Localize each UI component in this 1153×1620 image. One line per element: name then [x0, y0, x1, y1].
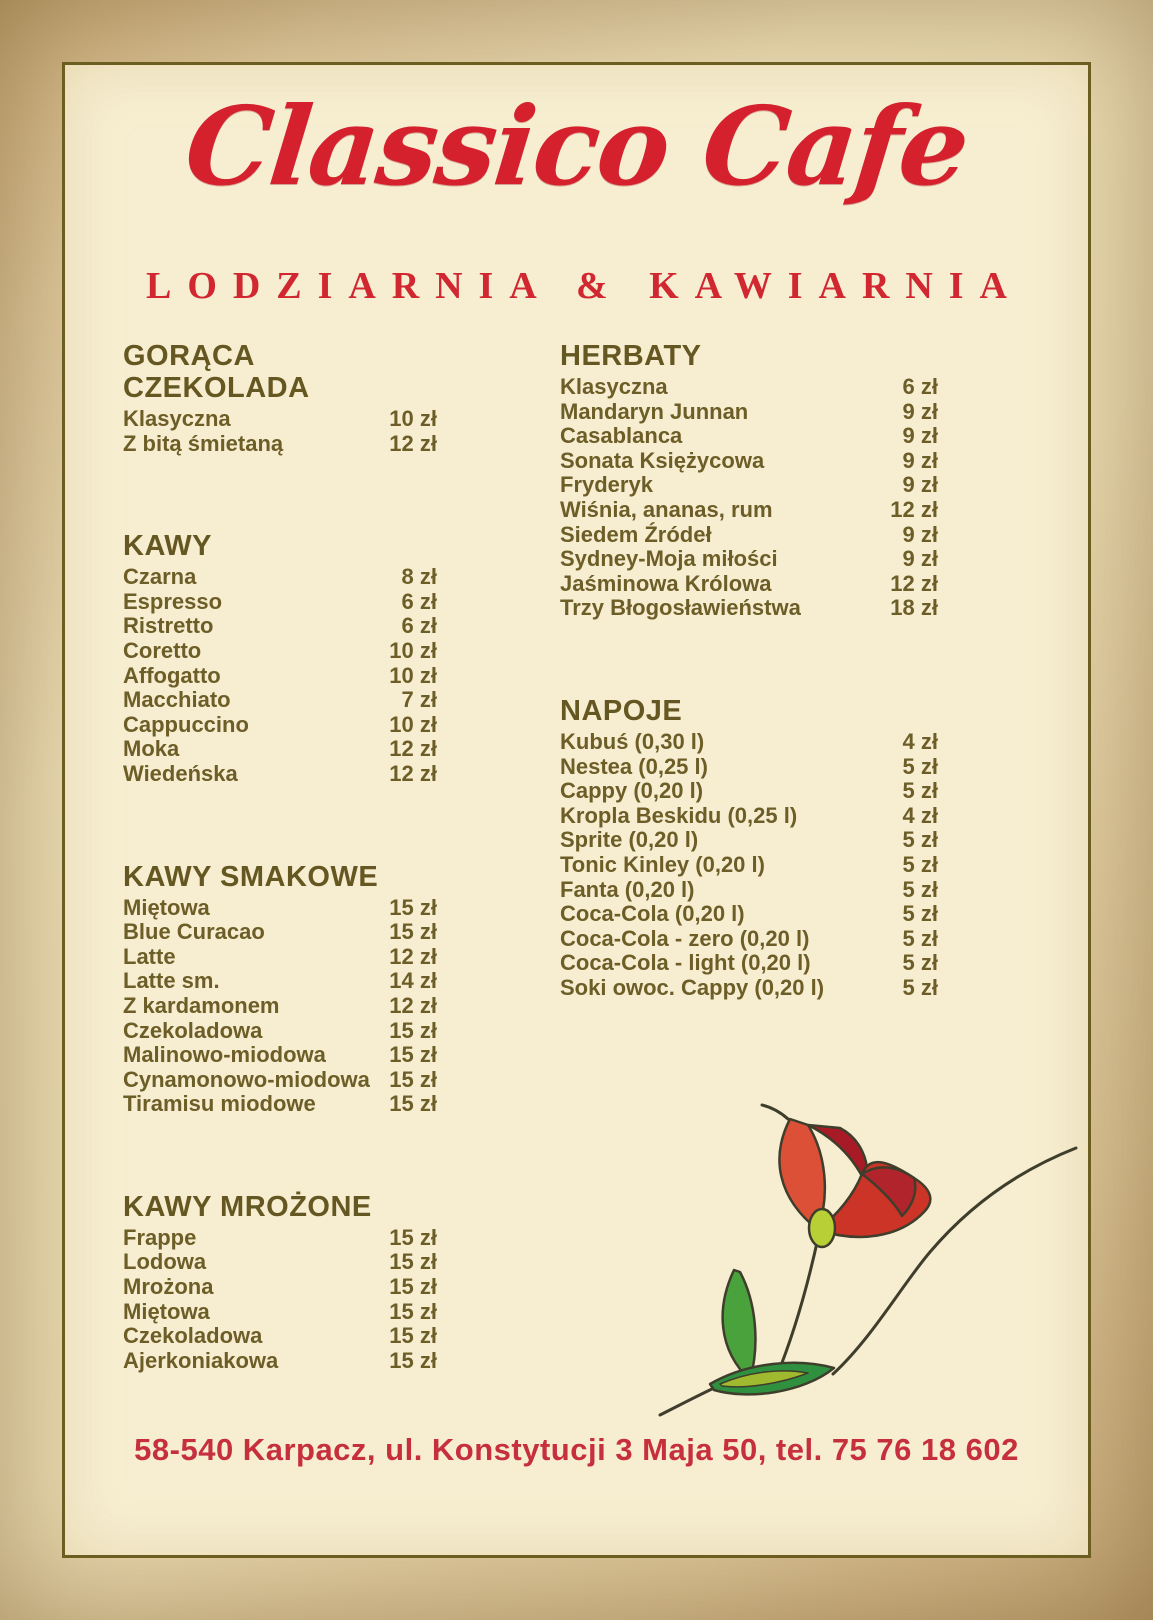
item-price: 6 zł: [902, 374, 938, 399]
item-price: 10 zł: [389, 711, 437, 737]
item-name: Wiśnia, ananas, rum: [560, 496, 773, 522]
item-price: 5 zł: [902, 851, 938, 877]
item-price: 8 zł: [401, 564, 437, 590]
item-name: Kubuś (0,30 l): [560, 728, 705, 754]
item-price: 18 zł: [890, 595, 938, 621]
item-name: Coca-Cola - light (0,20 l): [560, 950, 811, 976]
menu-section: [560, 340, 938, 621]
item-name: Casablanca: [560, 423, 683, 449]
cafe-subtitle: LODZIARNIA & KAWIARNIA: [146, 265, 1023, 307]
item-price: 15 zł: [389, 1224, 437, 1250]
section-heading: KAWY: [123, 530, 212, 563]
item-name: Lodowa: [123, 1249, 207, 1275]
menu-item-row: [560, 927, 938, 952]
item-name: Miętowa: [123, 1298, 210, 1324]
menu-item-row: [560, 572, 938, 597]
item-name: Sprite (0,20 l): [560, 827, 699, 853]
menu-item-row: [560, 853, 938, 878]
item-price: 12 zł: [389, 943, 437, 969]
item-name: Z kardamonem: [123, 992, 280, 1018]
section-heading: GORĄCA CZEKOLADA: [123, 340, 310, 404]
menu-item-row: [560, 828, 938, 853]
section-heading: KAWY SMAKOWE: [123, 860, 379, 893]
menu-item-row: [560, 951, 938, 976]
menu-item-row: [560, 375, 938, 400]
menu-item-row: [123, 432, 437, 457]
menu-item-row: [560, 779, 938, 804]
menu-section: [560, 695, 938, 1001]
item-price: 15 zł: [389, 919, 437, 945]
item-price: 15 zł: [389, 1323, 437, 1349]
menu-item-row: [123, 664, 437, 689]
item-name: Wiedeńska: [123, 760, 238, 786]
menu-item-row: [123, 762, 437, 787]
menu-item-row: [123, 994, 437, 1019]
item-name: Coca-Cola - zero (0,20 l): [560, 925, 810, 951]
menu-item-row: [560, 424, 938, 449]
item-name: Ajerkoniakowa: [123, 1347, 279, 1373]
item-price: 9 zł: [902, 398, 938, 424]
menu-item-row: [560, 498, 938, 523]
menu-item-row: [123, 1068, 437, 1093]
item-name: Soki owoc. Cappy (0,20 l): [560, 974, 825, 1000]
item-price: 12 zł: [389, 736, 437, 762]
menu-item-row: [123, 896, 437, 921]
item-price: 5 zł: [902, 950, 938, 976]
item-price: 12 zł: [389, 760, 437, 786]
item-name: Kropla Beskidu (0,25 l): [560, 802, 798, 828]
section-heading: HERBATY: [560, 340, 702, 372]
item-name: Ristretto: [123, 613, 214, 639]
menu-item-row: [560, 976, 938, 1001]
item-name: Mrożona: [123, 1274, 214, 1300]
item-name: Frappe: [123, 1224, 197, 1250]
menu-item-row: [123, 1275, 437, 1300]
item-price: 15 zł: [389, 1066, 437, 1092]
menu-item-row: [560, 755, 938, 780]
item-name: Coretto: [123, 637, 202, 663]
item-price: 6 zł: [401, 588, 437, 614]
menu-item-row: [123, 565, 437, 590]
item-name: Klasyczna: [560, 374, 668, 399]
item-price: 15 zł: [389, 1347, 437, 1373]
menu-item-row: [560, 523, 938, 548]
menu-item-row: [560, 449, 938, 474]
menu-item-row: [123, 590, 437, 615]
menu-item-row: [123, 920, 437, 945]
item-price: 15 zł: [389, 1249, 437, 1275]
item-name: Czarna: [123, 564, 197, 590]
menu-item-row: [123, 639, 437, 664]
item-price: 9 zł: [902, 423, 938, 449]
menu-item-row: [123, 1019, 437, 1044]
address-footer: 58-540 Karpacz, ul. Konstytucji 3 Maja 50, tel. 75 76 18 602: [134, 1432, 1019, 1467]
flower-illustration: [618, 1062, 1080, 1420]
menu-item-row: [123, 1043, 437, 1068]
menu-column-left: [123, 340, 437, 1373]
menu-item-row: [123, 688, 437, 713]
item-price: 7 zł: [401, 687, 437, 713]
item-price: 10 zł: [389, 406, 437, 431]
item-price: 5 zł: [902, 876, 938, 902]
item-price: 10 zł: [389, 662, 437, 688]
item-price: 9 zł: [902, 546, 938, 572]
item-price: 9 zł: [902, 472, 938, 498]
item-name: Fryderyk: [560, 472, 653, 498]
item-price: 12 zł: [389, 430, 437, 456]
item-name: Klasyczna: [123, 406, 231, 431]
item-price: 12 zł: [890, 496, 938, 522]
section-heading: NAPOJE: [560, 694, 683, 727]
menu-item-row: [123, 945, 437, 970]
item-name: Nestea (0,25 l): [560, 753, 708, 779]
cafe-title: Classico Cafe: [179, 84, 974, 210]
item-name: Cappy (0,20 l): [560, 778, 704, 804]
menu-item-row: [123, 1349, 437, 1374]
item-price: 10 zł: [389, 637, 437, 663]
item-name: Affogatto: [123, 662, 221, 688]
menu-item-row: [123, 1250, 437, 1275]
menu-item-row: [123, 614, 437, 639]
section-heading: KAWY MROŻONE: [123, 1190, 372, 1223]
item-price: 15 zł: [389, 1298, 437, 1324]
menu-item-row: [560, 804, 938, 829]
item-price: 5 zł: [902, 901, 938, 927]
item-name: Siedem Źródeł: [560, 521, 712, 547]
item-name: Sydney-Moja miłości: [560, 546, 778, 572]
item-name: Tiramisu miodowe: [123, 1091, 316, 1117]
item-price: 14 zł: [389, 968, 437, 994]
menu-item-row: [123, 407, 437, 432]
menu-item-row: [560, 902, 938, 927]
menu-item-row: [123, 737, 437, 762]
item-name: Czekoladowa: [123, 1323, 263, 1349]
item-price: 15 zł: [389, 1274, 437, 1300]
item-price: 15 zł: [389, 1091, 437, 1117]
item-name: Espresso: [123, 588, 223, 614]
item-name: Sonata Księżycowa: [560, 447, 765, 473]
menu-item-row: [123, 1300, 437, 1325]
item-price: 15 zł: [389, 1017, 437, 1043]
menu-item-row: [123, 1092, 437, 1117]
item-name: Miętowa: [123, 894, 210, 920]
item-name: Jaśminowa Królowa: [560, 570, 772, 596]
item-price: 5 zł: [902, 925, 938, 951]
item-name: Coca-Cola (0,20 l): [560, 901, 745, 927]
item-price: 9 zł: [902, 521, 938, 547]
item-name: Tonic Kinley (0,20 l): [560, 851, 765, 877]
menu-item-row: [123, 1324, 437, 1349]
item-price: 6 zł: [401, 613, 437, 639]
item-price: 15 zł: [389, 1042, 437, 1068]
item-name: Cynamonowo-miodowa: [123, 1066, 370, 1092]
item-name: Latte: [123, 943, 176, 969]
item-price: 5 zł: [902, 753, 938, 779]
menu-section: [123, 1191, 437, 1374]
item-price: 9 zł: [902, 447, 938, 473]
menu-item-row: [560, 596, 938, 621]
item-price: 12 zł: [389, 992, 437, 1018]
menu-item-row: [560, 547, 938, 572]
item-price: 4 zł: [902, 802, 938, 828]
item-price: 4 zł: [902, 728, 938, 754]
item-price: 5 zł: [902, 974, 938, 1000]
item-name: Mandaryn Junnan: [560, 398, 749, 424]
item-price: 5 zł: [902, 827, 938, 853]
item-name: Macchiato: [123, 687, 231, 713]
item-name: Moka: [123, 736, 180, 762]
item-name: Malinowo-miodowa: [123, 1042, 326, 1068]
menu-column-right: [560, 340, 938, 1000]
menu-section: [123, 861, 437, 1117]
item-name: Czekoladowa: [123, 1017, 263, 1043]
menu-item-row: [123, 1226, 437, 1251]
menu-item-row: [560, 878, 938, 903]
item-price: 5 zł: [902, 778, 938, 804]
menu-item-row: [560, 400, 938, 425]
item-name: Cappuccino: [123, 711, 249, 737]
menu-section: [123, 340, 437, 456]
menu-item-row: [123, 969, 437, 994]
item-name: Trzy Błogosławieństwa: [560, 595, 801, 621]
item-price: 15 zł: [389, 894, 437, 920]
item-name: Fanta (0,20 l): [560, 876, 695, 902]
item-price: 12 zł: [890, 570, 938, 596]
item-name: Latte sm.: [123, 968, 220, 994]
menu-item-row: [123, 713, 437, 738]
menu-section: [123, 530, 437, 786]
item-name: Z bitą śmietaną: [123, 430, 284, 456]
item-name: Blue Curacao: [123, 919, 265, 945]
menu-item-row: [560, 473, 938, 498]
menu-item-row: [560, 730, 938, 755]
